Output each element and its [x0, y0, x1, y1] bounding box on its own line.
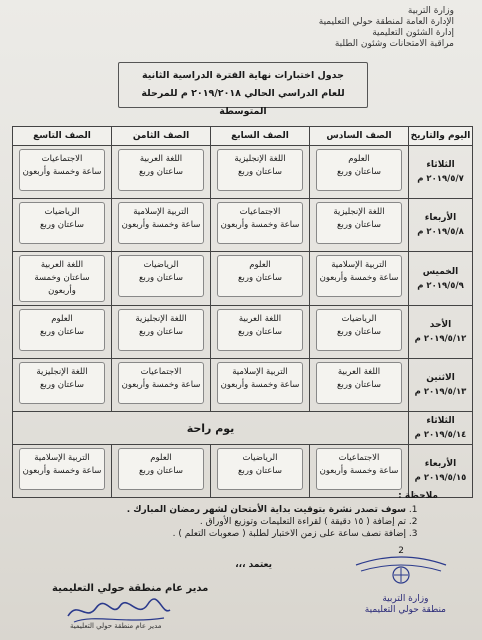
- subject-duration: ساعتان وربع: [238, 273, 282, 283]
- subject-duration: ساعتان وربع: [337, 327, 381, 337]
- subject-duration: ساعة وخمسة وأربعون: [319, 466, 399, 476]
- subject-duration: ساعة وخمسة وأربعون: [22, 466, 102, 476]
- day-date: ٢٠١٩/٥/٧ م: [417, 174, 464, 184]
- page-number: 2: [398, 546, 404, 556]
- day-name: الأحد: [429, 320, 452, 330]
- subject-duration: ساعتان وربع: [337, 167, 381, 177]
- day-cell: [409, 306, 473, 359]
- table-row: [13, 252, 473, 306]
- header-grade-9: الصف التاسع: [13, 127, 112, 146]
- rest-day-cell: يوم راحة: [13, 412, 409, 445]
- subject-name: الرياضيات: [143, 260, 179, 270]
- subject-name: الاجتماعيات: [239, 207, 281, 217]
- note-item: [30, 528, 406, 540]
- subject-cell: [211, 359, 310, 412]
- subject-name: التربية الإسلامية: [34, 453, 90, 463]
- subject-cell: [13, 359, 112, 412]
- subject-cell: [211, 306, 310, 359]
- title-line-2: للعام الدراسي الحالي ٢٠١٩/٢٠١٨ م للمرحلة المتوسطة: [141, 88, 345, 117]
- header-grade-7: الصف السابع: [211, 127, 310, 146]
- subject-name: الاجتماعيات: [140, 367, 182, 377]
- subject-name: العلوم: [249, 260, 271, 270]
- subject-name: الرياضيات: [44, 207, 80, 217]
- notes-list: [30, 504, 460, 540]
- subject-cell: [211, 146, 310, 199]
- exam-schedule-table: [12, 126, 473, 498]
- day-cell: [409, 199, 473, 252]
- day-date: ٢٠١٩/٥/١٣ م: [414, 387, 467, 397]
- subject-name: الاجتماعيات: [41, 154, 83, 164]
- subject-name: اللغة العربية: [139, 154, 183, 164]
- subject-name: اللغة الإنجليزية: [234, 154, 286, 164]
- header-grade-6: الصف السادس: [310, 127, 409, 146]
- day-name: الخميس: [422, 266, 459, 277]
- subject-cell: [13, 146, 112, 199]
- subject-duration: ساعتان وربع: [139, 273, 183, 283]
- header-day-date: اليوم والتاريخ: [409, 127, 473, 146]
- subject-cell: [211, 199, 310, 252]
- subject-name: التربية الإسلامية: [133, 207, 189, 217]
- day-cell: [409, 359, 473, 412]
- subject-name: اللغة الإنجليزية: [135, 314, 187, 324]
- day-cell: [409, 146, 473, 199]
- day-cell: [409, 252, 473, 306]
- subject-duration: ساعتان وربع: [238, 167, 282, 177]
- ministry-line: وزارة التربية: [407, 6, 454, 16]
- note-text: إضافة نصف ساعة على زمن الاختبار لطلبة ( صعوبات التعلم ) .: [172, 529, 406, 539]
- subject-cell: [112, 359, 211, 412]
- subject-duration: ساعتان وربع: [139, 167, 183, 177]
- note-item: [30, 516, 406, 528]
- subject-cell: [310, 146, 409, 199]
- subject-duration: ساعتان وخمسة وأربعون: [34, 273, 90, 296]
- subject-name: اللغة العربية: [337, 367, 381, 377]
- subject-cell: [112, 146, 211, 199]
- subject-name: التربية الإسلامية: [331, 260, 387, 270]
- note-text: تم إضافة ( ١٥ دقيقة ) لقراءة التعليمات وتوزيع الأوراق .: [199, 517, 406, 527]
- subject-name: اللغة الإنجليزية: [333, 207, 385, 217]
- subject-duration: ساعة وخمسة وأربعون: [121, 220, 201, 230]
- ministry-line: مراقبة الامتحانات وشئون الطلبة: [334, 39, 454, 49]
- day-date: ٢٠١٩/٥/١٥ م: [414, 473, 467, 483]
- subject-cell: [13, 252, 112, 306]
- subject-name: الاجتماعيات: [338, 453, 380, 463]
- notes-heading: ملاحظة :: [398, 491, 438, 501]
- subject-cell: [112, 306, 211, 359]
- subject-duration: ساعتان وربع: [40, 380, 84, 390]
- subject-duration: ساعتان وربع: [238, 466, 282, 476]
- subject-name: اللغة الإنجليزية: [36, 367, 88, 377]
- subject-name: اللغة العربية: [238, 314, 282, 324]
- subject-name: اللغة العربية: [40, 260, 84, 270]
- subject-name: الرياضيات: [341, 314, 377, 324]
- subject-cell: [13, 306, 112, 359]
- subject-duration: ساعة وخمسة وأربعون: [22, 167, 102, 177]
- subject-duration: ساعة وخمسة وأربعون: [220, 220, 300, 230]
- logo-line-2: منطقة حولي التعليمية: [364, 605, 446, 615]
- subject-cell: [211, 252, 310, 306]
- day-name: الثلاثاء: [426, 160, 455, 170]
- subject-cell: [13, 199, 112, 252]
- subject-cell: [310, 306, 409, 359]
- day-date: ٢٠١٩/٥/٩ م: [417, 280, 464, 291]
- approval-text: يعتمد ،،،: [235, 560, 272, 570]
- logo-caption: [365, 594, 446, 616]
- subject-cell: [310, 199, 409, 252]
- table-row: [13, 412, 473, 445]
- subject-duration: ساعتان وربع: [139, 327, 183, 337]
- subject-duration: ساعتان وربع: [238, 327, 282, 337]
- ministry-line: إدارة الشئون التعليمية: [372, 28, 454, 38]
- subject-name: العلوم: [348, 154, 370, 164]
- subject-duration: ساعتان وربع: [337, 220, 381, 230]
- day-date: ٢٠١٩/٥/٨ م: [417, 227, 464, 237]
- day-name: الثلاثاء: [426, 416, 455, 426]
- table-row: [13, 359, 473, 412]
- subject-duration: ساعتان وربع: [40, 220, 84, 230]
- subject-name: العلوم: [150, 453, 172, 463]
- day-name: الأربعاء: [424, 459, 457, 469]
- table-row: [13, 306, 473, 359]
- subject-name: الرياضيات: [242, 453, 278, 463]
- subject-cell: [310, 359, 409, 412]
- note-text: سوف تصدر نشرة بتوقيت بداية الأمتحان لشهر رمضان المبارك .: [126, 505, 406, 515]
- note-item: [30, 504, 406, 516]
- subject-duration: ساعتان وربع: [337, 380, 381, 390]
- ministry-line: الإدارة العامة لمنطقة حولي التعليمية: [318, 17, 454, 27]
- document-title: [118, 62, 368, 117]
- table-row: [13, 199, 473, 252]
- subject-duration: ساعتان وربع: [40, 327, 84, 337]
- subject-name: التربية الإسلامية: [232, 367, 288, 377]
- subject-duration: ساعتان وربع: [139, 466, 183, 476]
- ministry-header: [214, 6, 454, 50]
- director-title: مدير عام منطقة حولي التعليمية: [52, 583, 209, 594]
- day-name: الاثنين: [426, 373, 455, 383]
- notes-section: [30, 490, 460, 540]
- logo-line-1: وزارة التربية: [382, 594, 429, 604]
- table-header-row: [13, 127, 473, 146]
- subject-cell: [112, 252, 211, 306]
- title-line-1: جدول اختبارات نهاية الفترة الدراسية الثانية: [141, 70, 344, 81]
- header-grade-8: الصف الثامن: [112, 127, 211, 146]
- subject-duration: ساعة وخمسة وأربعون: [220, 380, 300, 390]
- day-date: ٢٠١٩/٥/١٢ م: [414, 334, 467, 344]
- subject-name: العلوم: [51, 314, 73, 324]
- director-subtitle: مدير عام منطقة حولي التعليمية: [70, 622, 162, 630]
- day-name: الأربعاء: [424, 213, 457, 223]
- subject-duration: ساعة وخمسة وأربعون: [121, 380, 201, 390]
- table-row: [13, 146, 473, 199]
- subject-cell: [310, 252, 409, 306]
- day-cell: [409, 412, 473, 445]
- day-date: ٢٠١٩/٥/١٤ م: [414, 430, 467, 440]
- subject-cell: [112, 199, 211, 252]
- subject-duration: ساعة وخمسة وأربعون: [319, 273, 399, 283]
